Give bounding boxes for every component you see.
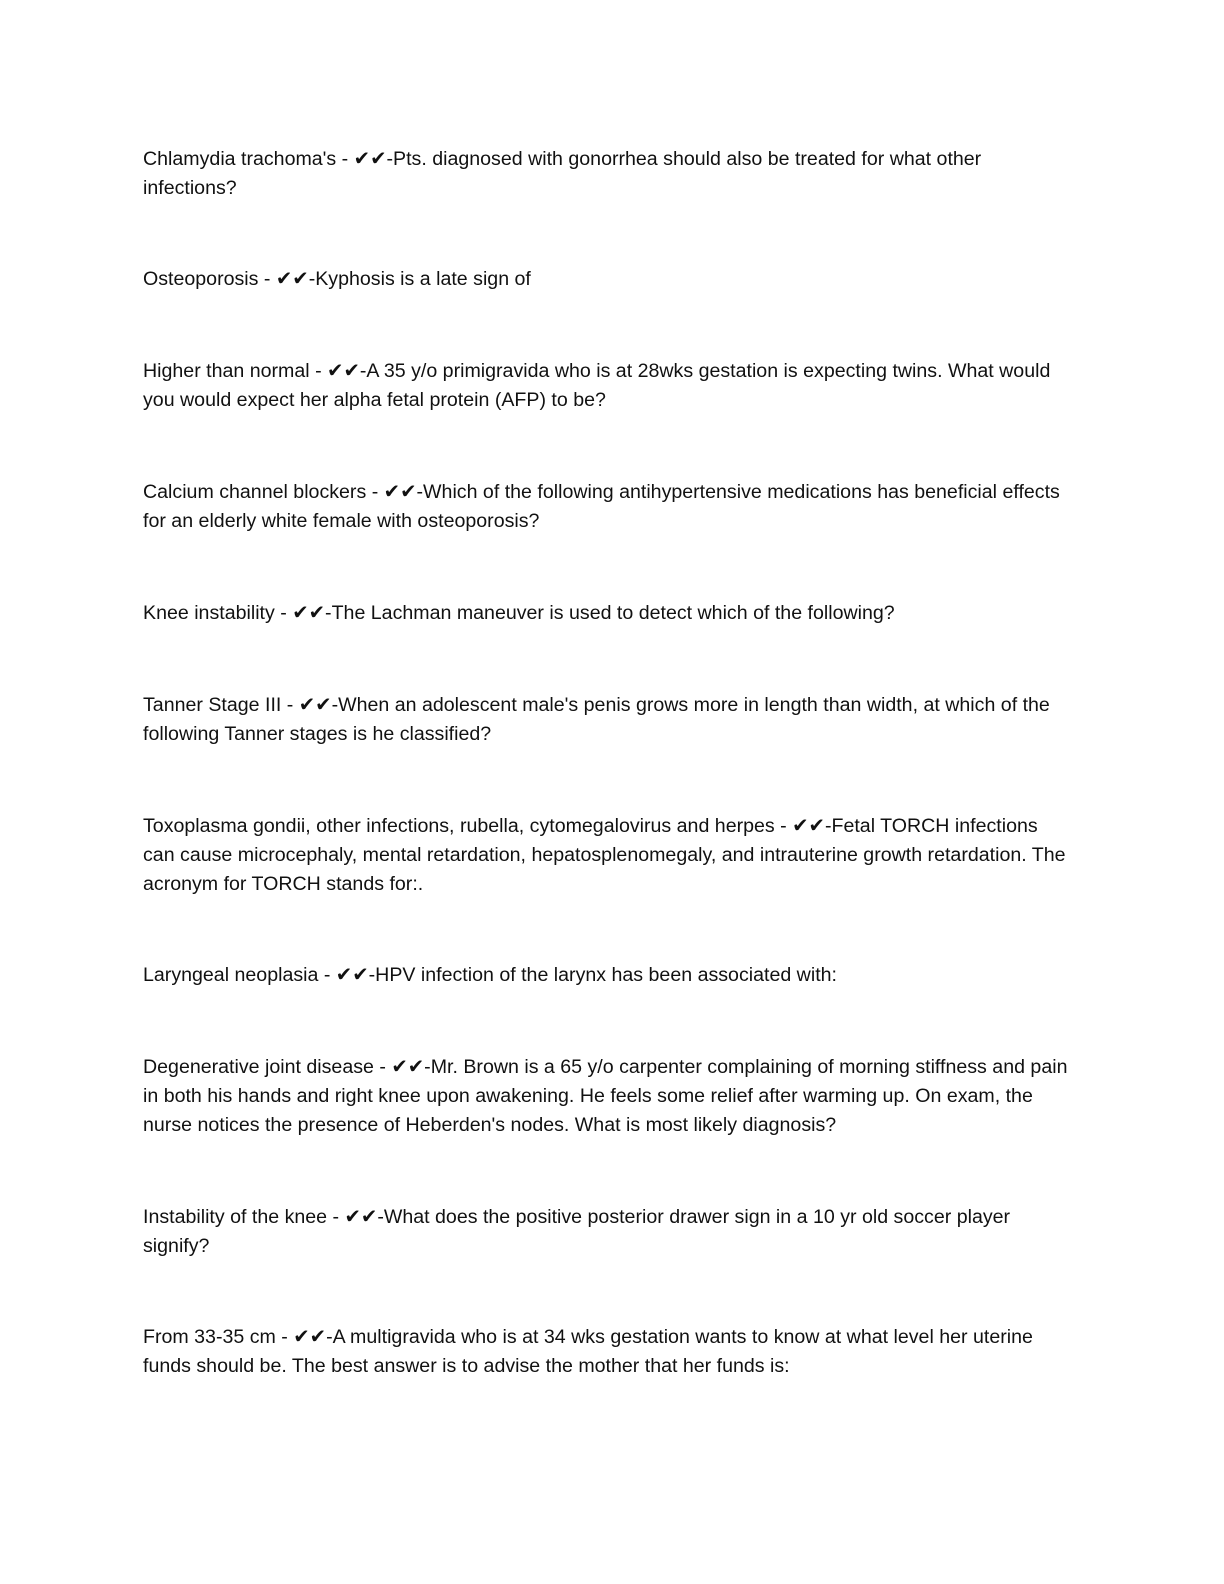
card-question: Pts. diagnosed with gonorrhea should also be treated for what other infections?: [143, 148, 982, 199]
flashcard-entry: [143, 1323, 1073, 1381]
card-question: When an adolescent male's penis grows more in length than width, at which of the following Tanner stages is he classified?: [143, 694, 1050, 745]
check-separator: - ✔✔-: [274, 602, 332, 624]
card-answer: Calcium channel blockers: [143, 481, 367, 503]
check-separator: - ✔✔-: [774, 815, 832, 837]
card-answer: Laryngeal neoplasia: [143, 964, 319, 986]
card-answer: Tanner Stage III: [143, 694, 282, 716]
card-question: Kyphosis is a late sign of: [315, 268, 531, 290]
card-question: Mr. Brown is a 65 y/o carpenter complaining of morning stiffness and pain in both his hands and right knee upon awakening. He feels some relief after warming up. On exam, the nurse notices the presence of Heberden's nodes. What is most likely diagnosis?: [143, 1056, 1068, 1136]
card-answer: Osteoporosis: [143, 268, 259, 290]
check-separator: - ✔✔-: [275, 1326, 333, 1348]
flashcard-entry: [143, 1203, 1073, 1261]
flashcard-entry: [143, 599, 1073, 628]
card-question: HPV infection of the larynx has been associated with:: [375, 964, 837, 986]
flashcard-entry: [143, 812, 1073, 899]
card-question: A multigravida who is at 34 wks gestation wants to know at what level her uterine funds should be. The best answer is to advise the mother that her funds is:: [143, 1326, 1033, 1377]
flashcard-entry: [143, 357, 1073, 415]
flashcard-entry: [143, 265, 1073, 294]
check-separator: - ✔✔-: [318, 964, 376, 986]
card-answer: From 33-35 cm: [143, 1326, 276, 1348]
card-answer: Degenerative joint disease: [143, 1056, 374, 1078]
card-answer: Higher than normal: [143, 360, 310, 382]
card-answer: Instability of the knee: [143, 1206, 328, 1228]
check-separator: - ✔✔-: [258, 268, 316, 290]
flashcard-entry: [143, 1053, 1073, 1140]
card-answer: Knee instability: [143, 602, 275, 624]
check-separator: - ✔✔-: [336, 148, 394, 170]
card-answer: Chlamydia trachoma's: [143, 148, 337, 170]
check-separator: - ✔✔-: [281, 694, 339, 716]
card-question: A 35 y/o primigravida who is at 28wks gestation is expecting twins. What would you would expect her alpha fetal protein (AFP) to be?: [143, 360, 1051, 411]
check-separator: - ✔✔-: [373, 1056, 431, 1078]
card-question: Which of the following antihypertensive medications has beneficial effects for an elderly white female with osteoporosis?: [143, 481, 1060, 532]
check-separator: - ✔✔-: [327, 1206, 384, 1228]
card-question: What does the positive posterior drawer sign in a 10 yr old soccer player signify?: [143, 1206, 1011, 1257]
flashcard-entry: [143, 691, 1073, 749]
flashcard-entry: [143, 478, 1073, 536]
card-answer: Toxoplasma gondii, other infections, rubella, cytomegalovirus and herpes: [143, 815, 775, 837]
card-question: Fetal TORCH infections can cause microcephaly, mental retardation, hepatosplenomegaly, and intrauterine growth retardation. The acronym for TORCH stands for:.: [143, 815, 1066, 895]
check-separator: - ✔✔-: [309, 360, 367, 382]
flashcard-entry: [143, 145, 1073, 203]
check-separator: - ✔✔-: [366, 481, 424, 503]
flashcard-entry: [143, 961, 1073, 990]
card-question: The Lachman maneuver is used to detect which of the following?: [331, 602, 895, 624]
